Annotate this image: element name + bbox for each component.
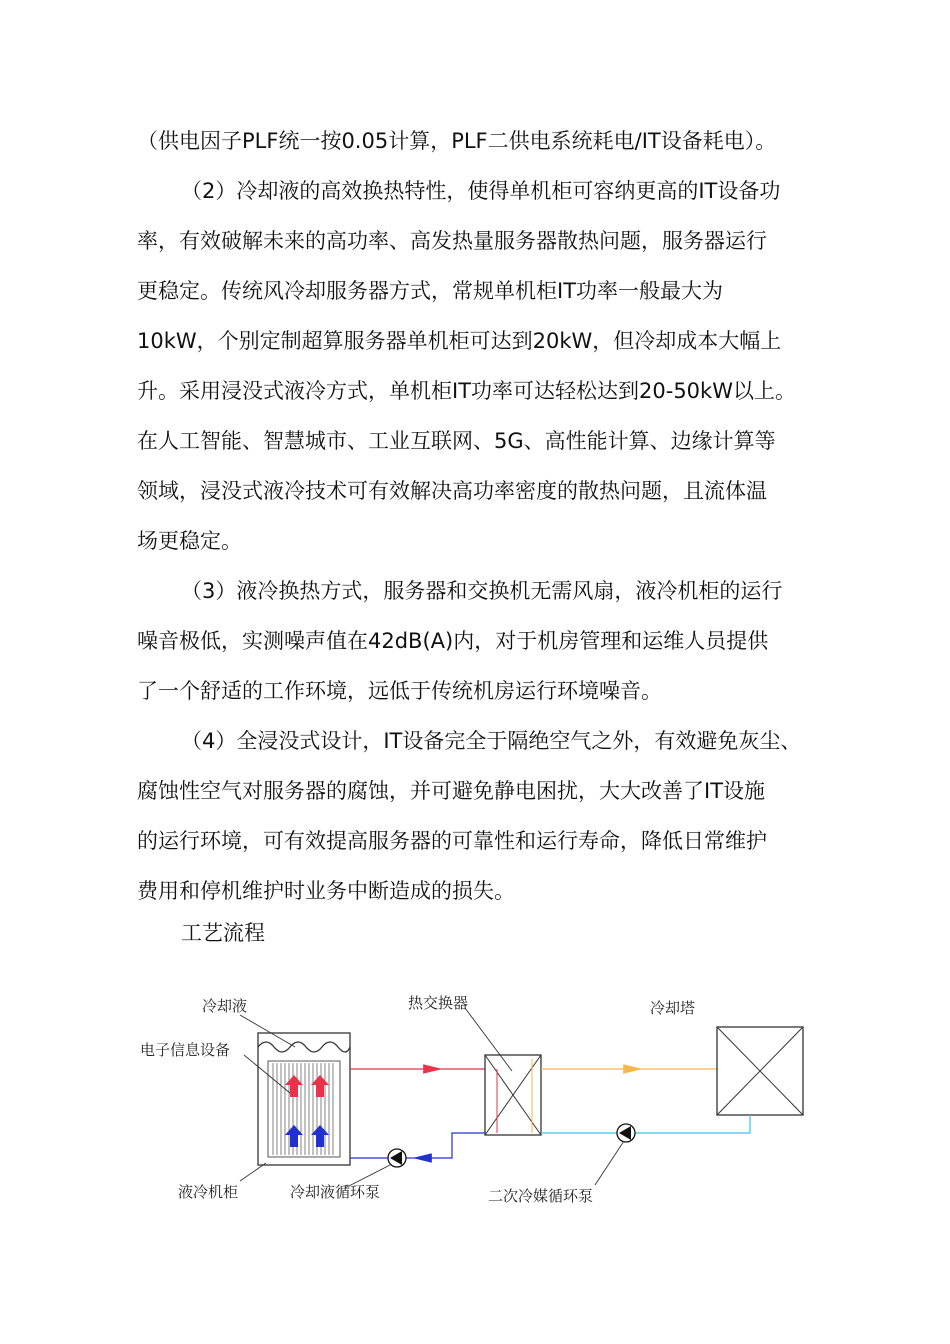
section-heading: 工艺流程 xyxy=(181,921,265,945)
leader-lines xyxy=(240,1008,624,1188)
primary-cold-pipe xyxy=(415,1133,485,1158)
paragraph-3 xyxy=(137,578,827,728)
text-line: 领域，浸没式液冷技术可有效解决高功率密度的散热问题，且流体温 xyxy=(137,479,767,503)
heat-exchanger xyxy=(485,1055,541,1135)
text-line: 噪音极低，实测噪声值在42dB(A)内，对于机房管理和运维人员提供 xyxy=(137,629,769,653)
text-line: 了一个舒适的工作环境，远低于传统机房运行环境噪音。 xyxy=(137,679,662,703)
paragraph-2 xyxy=(137,178,827,578)
label-coolant: 冷却液 xyxy=(202,997,248,1015)
liquid-cooled-cabinet xyxy=(258,1033,350,1165)
secondary-cold-pipe xyxy=(635,1115,750,1133)
text-line: （供电因子PLF统一按0.05计算，PLF二供电系统耗电/IT设备耗电）。 xyxy=(137,129,777,153)
cold-flow-up-arrow xyxy=(311,1125,329,1147)
cooling-tower xyxy=(717,1027,803,1115)
process-flow-diagram xyxy=(140,975,820,1215)
paragraph-plf-note xyxy=(137,128,827,178)
hot-flow-up-arrow xyxy=(311,1075,329,1097)
text-line: （2）冷却液的高效换热特性，使得单机柜可容纳更高的IT设备功 xyxy=(181,179,781,203)
label-liquid-cooled-cabinet: 液冷机柜 xyxy=(178,1183,239,1201)
label-it-equipment: 电子信息设备 xyxy=(140,1041,231,1059)
text-line: 腐蚀性空气对服务器的腐蚀，并可避免静电困扰，大大改善了IT设施 xyxy=(137,779,766,803)
label-cooling-tower: 冷却塔 xyxy=(650,999,696,1017)
text-line: 的运行环境，可有效提高服务器的可靠性和运行寿命，降低日常维护 xyxy=(137,829,767,853)
text-line: （4）全浸没式设计，IT设备完全于隔绝空气之外，有效避免灰尘、 xyxy=(181,729,802,753)
label-secondary-pump: 二次冷媒循环泵 xyxy=(488,1187,594,1205)
text-line: （3）液冷换热方式，服务器和交换机无需风扇，液冷机柜的运行 xyxy=(181,579,783,603)
label-heat-exchanger: 热交换器 xyxy=(408,994,469,1012)
text-line: 10kW，个别定制超算服务器单机柜可达到20kW，但冷却成本大幅上 xyxy=(137,329,782,353)
text-line: 更稳定。传统风冷却服务器方式，常规单机柜IT功率一般最大为 xyxy=(137,279,724,303)
coolant-circulation-pump-icon xyxy=(388,1149,406,1167)
text-line: 率，有效破解未来的高功率、高发热量服务器散热问题，服务器运行 xyxy=(137,229,767,253)
cold-flow-up-arrow xyxy=(285,1125,303,1147)
paragraph-4 xyxy=(137,728,827,928)
cabinet-outline xyxy=(258,1033,350,1165)
text-line: 场更稳定。 xyxy=(137,529,242,553)
label-coolant-pump: 冷却液循环泵 xyxy=(290,1183,381,1201)
text-line: 在人工智能、智慧城市、工业互联网、5G、高性能计算、边缘计算等 xyxy=(137,429,776,453)
secondary-refrigerant-pump-icon xyxy=(617,1124,635,1142)
hot-flow-up-arrow xyxy=(285,1075,303,1097)
coolant-surface-wave xyxy=(258,1042,350,1052)
text-line: 费用和停机维护时业务中断造成的损失。 xyxy=(137,879,515,903)
text-line: 升。采用浸没式液冷方式，单机柜IT功率可达轻松达到20-50kW以上。 xyxy=(137,379,796,403)
